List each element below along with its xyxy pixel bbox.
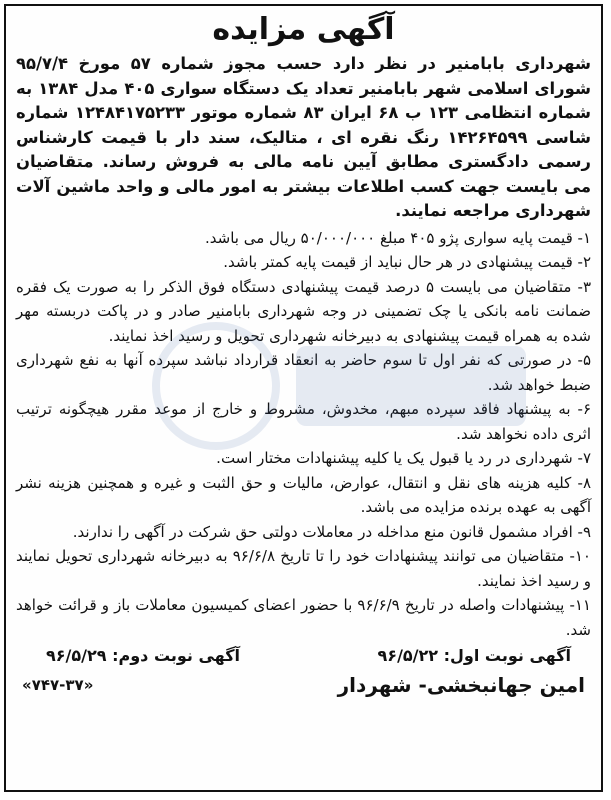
- notice-frame: [4, 4, 603, 792]
- clause-item: ۹- افراد مشمول قانون منع مداخله در معاملات دولتی حق شرکت در آگهی را ندارند.: [72, 522, 591, 541]
- signer-name: امین جهانبخشی- شهردار: [337, 673, 585, 697]
- first-notice-date: آگهی نوبت اول: ۹۶/۵/۲۲: [377, 646, 571, 665]
- clause-item: ۵- در صورتی که نفر اول تا سوم حاضر به انعقاد قرارداد نباشد سپرده آنها به نفع شهرداری ضبط خواهد شد.: [16, 351, 591, 394]
- clause-item: ۲- قیمت پیشنهادی در هر حال نباید از قیمت پایه کمتر باشد.: [223, 253, 591, 271]
- notice-intro: شهرداری بابامنیر در نظر دارد حسب مجوز شماره ۵۷ مورخ ۹۵/۷/۴ شورای اسلامی شهر بابامنیر تعداد یک دستگاه سواری ۴۰۵ مدل ۱۳۸۴ به شماره انتظامی ۱۲۳ ب ۶۸ ایران ۸۳ شماره موتور ۱۲۴۸۴۱۷۵۲۳۳ شماره شاسی ۱۴۲۶۴۵۹۹ رنگ نقره ای ، متالیک، سند دار با قیمت کارشناس رسمی دادگستری مطابق آیین نامه مالی به فروش رساند. متقاضیان می بایست جهت کسب اطلاعات بیشتر به امور مالی و واحد ماشین آلات شهرداری مراجعه نمایند.: [16, 54, 592, 220]
- second-notice-date: آگهی نوبت دوم: ۹۶/۵/۲۹: [46, 646, 241, 665]
- clause-item: ۱۰- متقاضیان می توانند پیشنهادات خود را تا تاریخ ۹۶/۶/۸ به دبیرخانه شهرداری تحویل نمایند و رسید اخذ نمایند.: [16, 547, 591, 590]
- notice-footer: [6, 670, 601, 700]
- clause-item: ۶- به پیشنهاد فاقد سپرده مبهم، مخدوش، مشروط و خارج از موعد مقرر هیچگونه ترتیب اثری داده نخواهد شد.: [16, 400, 591, 443]
- clause-item: ۷- شهرداری در رد یا قبول یک یا کلیه پیشنهادات مختار است.: [216, 449, 591, 467]
- clause-item: ۸- کلیه هزینه های نقل و انتقال، عوارض، مالیات و حق الثبت و غیره و همچنین هزینه نشر آگهی به عهده برنده مزایده می باشد.: [16, 473, 591, 516]
- clause-item: ۳- متقاضیان می بایست ۵ درصد قیمت پیشنهادی دستگاه فوق الذکر را به صورت یک فقره ضمانت نامه بانکی یا چک تضمینی در وجه شهرداری بابامنیر صادر و در پاکت دربسته مهر شده به همراه قیمت پیشنهادی به دبیرخانه شهرداری تحویل و رسید اخذ نمایند.: [16, 277, 592, 345]
- notice-dates: [6, 644, 601, 668]
- notice-title: آگهی مزایده: [212, 12, 395, 47]
- notice-code: «۷۴۷-۳۷»: [22, 676, 94, 694]
- clause-item: ۱- قیمت پایه سواری پژو ۴۰۵ مبلغ ۵۰/۰۰۰/۰۰۰ ریال می باشد.: [204, 228, 591, 247]
- clause-item: ۱۱- پیشنهادات واصله در تاریخ ۹۶/۶/۹ با حضور اعضای کمیسیون معاملات باز و قرائت خواهد شد.: [16, 596, 591, 639]
- clause-list: [6, 224, 601, 643]
